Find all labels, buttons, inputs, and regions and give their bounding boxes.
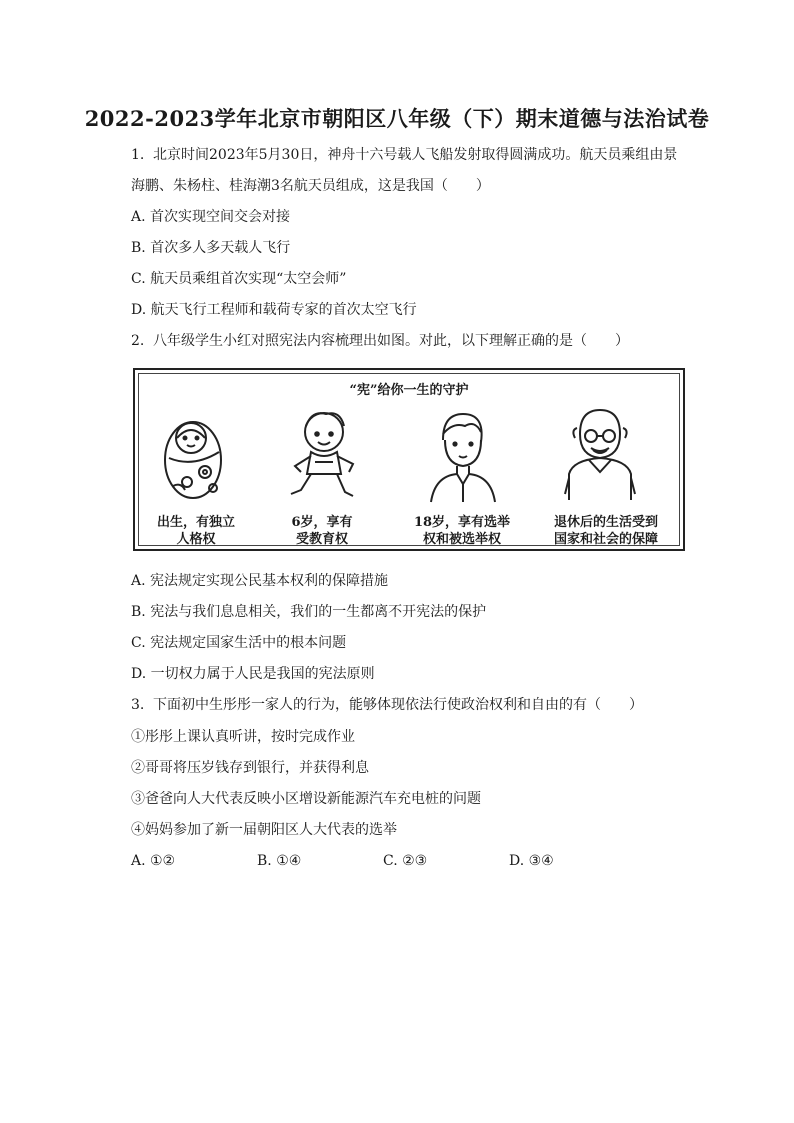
q1-number: 1. <box>131 147 145 163</box>
baby-illustration-icon <box>153 408 241 504</box>
exam-title: 2022-2023学年北京市朝阳区八年级（下）期末道德与法治试卷 <box>84 106 710 131</box>
caption-birth: 出生，有独立 人格权 <box>156 515 235 547</box>
q2-option-c: C. 宪法规定国家生活中的根本问题 <box>131 635 347 651</box>
q1-stem-line1: 1. 北京时间2023年5月30日，神舟十六号载人飞船发射取得圆满成功。航天员乘组由景 <box>131 147 678 163</box>
q1-option-c: C. 航天员乘组首次实现“太空会师” <box>131 271 347 287</box>
q3-item-3: ③爸爸向人大代表反映小区增设新能源汽车充电桩的问题 <box>131 791 481 807</box>
q3-option-b: B. ①④ <box>257 853 302 869</box>
caption-age-18: 18岁，享有选举 权和被选举权 <box>413 515 511 547</box>
q3-item-1: ①彤彤上课认真听讲，按时完成作业 <box>131 729 355 745</box>
q2-option-b: B. 宪法与我们息息相关，我们的一生都离不开宪法的保护 <box>131 604 487 620</box>
q1-option-b: B. 首次多人多天载人飞行 <box>131 240 291 256</box>
q2-option-d: D. 一切权力属于人民是我国的宪法原则 <box>131 666 375 682</box>
q3-option-a: A. ①② <box>131 853 176 869</box>
q3-number: 3. <box>131 697 145 713</box>
q1-stem-line2: 海鹏、朱杨柱、桂海潮3名航天员组成，这是我国（ ） <box>131 178 490 194</box>
young-man-illustration-icon <box>421 406 501 506</box>
q3-stem: 3. 下面初中生彤彤一家人的行为，能够体现依法行使政治权利和自由的有（ ） <box>131 697 643 713</box>
q1-option-d: D. 航天飞行工程师和载荷专家的首次太空飞行 <box>131 302 417 318</box>
child-illustration-icon <box>281 406 367 506</box>
q2-number: 2. <box>131 333 145 349</box>
q2-stem: 2. 八年级学生小红对照宪法内容梳理出如图。对此，以下理解正确的是（ ） <box>131 333 629 349</box>
q3-option-d: D. ③④ <box>509 853 554 869</box>
q3-item-4: ④妈妈参加了新一届朝阳区人大代表的选举 <box>131 822 397 838</box>
q3-option-c: C. ②③ <box>383 853 428 869</box>
q2-option-a: A. 宪法规定实现公民基本权利的保障措施 <box>131 573 389 589</box>
constitution-figure <box>133 368 685 551</box>
caption-age-6: 6岁，享有 受教育权 <box>291 515 353 547</box>
q3-item-2: ②哥哥将压岁钱存到银行，并获得利息 <box>131 760 369 776</box>
q3-options <box>131 852 635 870</box>
elderly-man-illustration-icon <box>553 404 647 504</box>
caption-retirement: 退休后的生活受到 国家和社会的保障 <box>553 515 658 547</box>
q1-option-a: A. 首次实现空间交会对接 <box>131 209 291 225</box>
figure-title: “宪”给你一生的守护 <box>349 383 469 398</box>
